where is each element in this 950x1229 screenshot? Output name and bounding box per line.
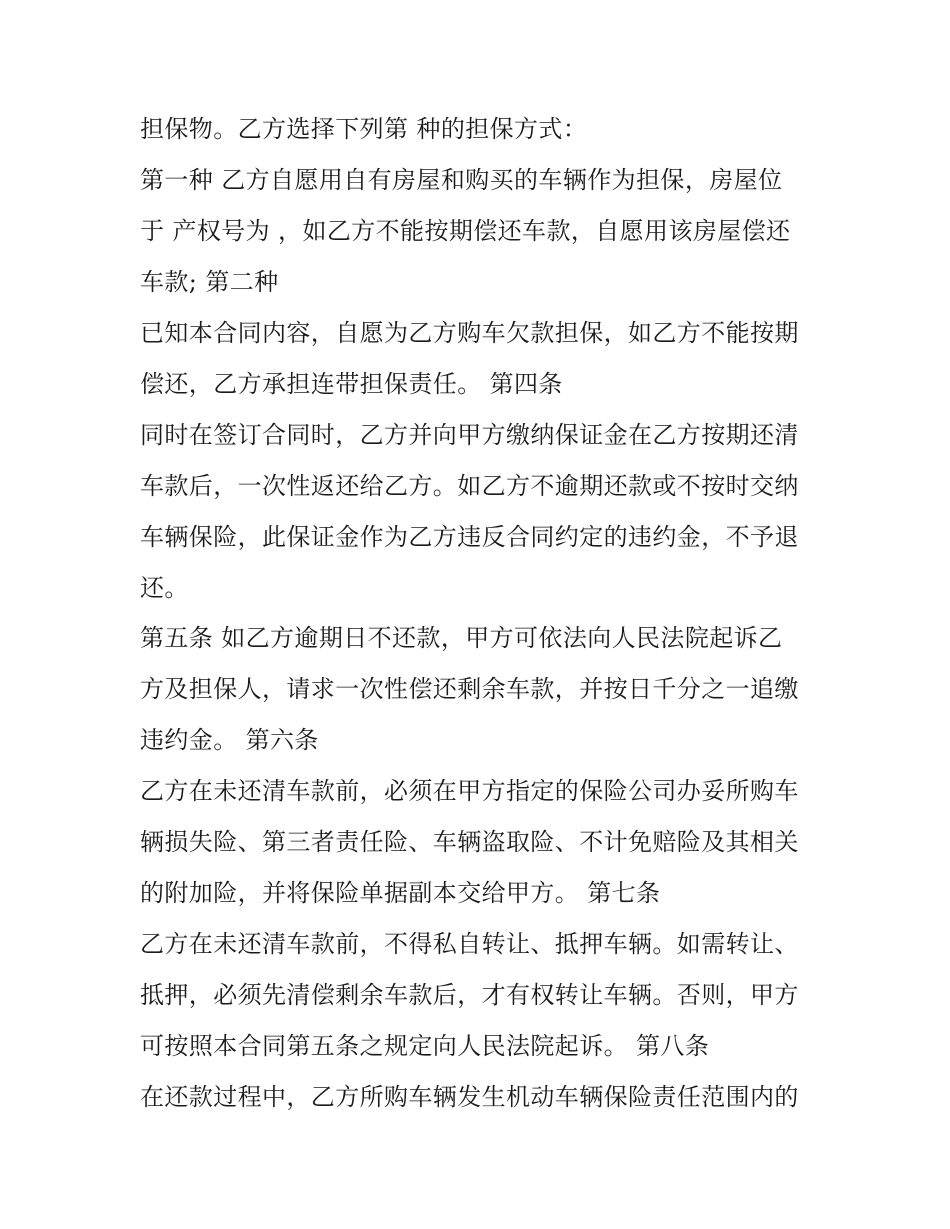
text-line: 的附加险，并将保险单据副本交给甲方。 第七条 <box>140 879 661 907</box>
text-line: 抵押，必须先清偿剩余车款后，才有权转让车辆。否则，甲方 <box>140 981 799 1009</box>
text-line: 车款; 第二种 <box>140 268 279 296</box>
text-line: 还。 <box>140 574 189 602</box>
text-line: 车辆保险，此保证金作为乙方违反合同约定的违约金，不予退 <box>140 523 799 551</box>
text-line: 乙方在未还清车款前，必须在甲方指定的保险公司办妥所购车 <box>140 777 799 805</box>
text-line: 第一种 乙方自愿用自有房屋和购买的车辆作为担保，房屋位 <box>140 166 783 194</box>
text-line: 方及担保人，请求一次性偿还剩余车款，并按日千分之一追缴 <box>140 675 799 703</box>
text-line: 担保物。乙方选择下列第 种的担保方式： <box>140 115 588 143</box>
text-line: 违约金。 第六条 <box>140 726 319 754</box>
text-line: 在还款过程中，乙方所购车辆发生机动车辆保险责任范围内的 <box>140 1083 799 1111</box>
text-line: 同时在签订合同时，乙方并向甲方缴纳保证金在乙方按期还清 <box>140 421 799 449</box>
text-line: 第五条 如乙方逾期日不还款，甲方可依法向人民法院起诉乙 <box>140 624 783 652</box>
text-line: 乙方在未还清车款前，不得私自转让、抵押车辆。如需转让、 <box>140 930 799 958</box>
text-line: 可按照本合同第五条之规定向人民法院起诉。 第八条 <box>140 1032 710 1060</box>
text-line: 偿还，乙方承担连带担保责任。 第四条 <box>140 370 563 398</box>
text-line: 已知本合同内容，自愿为乙方购车欠款担保，如乙方不能按期 <box>140 319 799 347</box>
text-line: 辆损失险、第三者责任险、车辆盗取险、不计免赔险及其相关 <box>140 828 799 856</box>
text-line: 于 产权号为 ，如乙方不能按期偿还车款，自愿用该房屋偿还 <box>140 217 791 245</box>
text-line: 车款后，一次性返还给乙方。如乙方不逾期还款或不按时交纳 <box>140 472 799 500</box>
